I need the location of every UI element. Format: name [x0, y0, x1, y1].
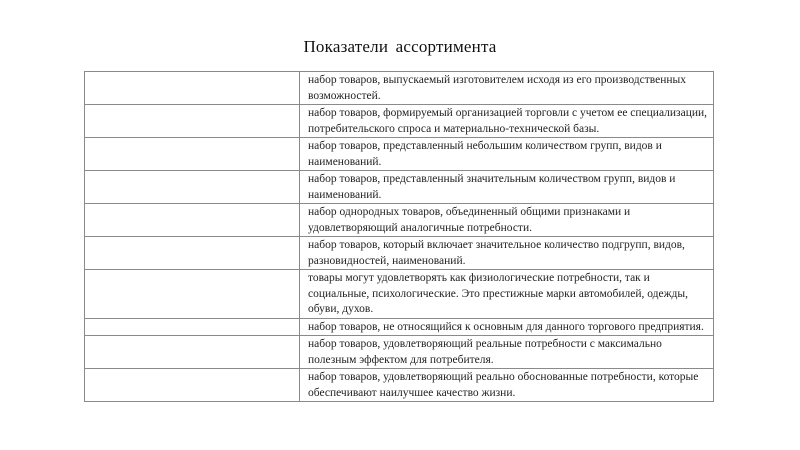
definition-cell: набор товаров, удовлетворяющий реально обоснованные потребности, которые обеспечивают наилучшее качество жизни.	[300, 369, 714, 402]
definition-cell: набор товаров, не относящийся к основным для данного торгового предприятия.	[300, 318, 714, 336]
definition-cell: товары могут удовлетворять как физиологические потребности, так и социальные, психологические. Это престижные марки автомобилей, одежды, обуви, духов.	[300, 270, 714, 319]
term-cell	[85, 72, 300, 105]
definition-cell: набор товаров, выпускаемый изготовителем исходя из его производственных возможностей.	[300, 72, 714, 105]
term-cell	[85, 318, 300, 336]
table-row	[85, 171, 714, 204]
term-cell	[85, 336, 300, 369]
table-row	[85, 72, 714, 105]
page-title: Показатели ассортимента	[303, 37, 497, 56]
table-row	[85, 369, 714, 402]
term-cell	[85, 171, 300, 204]
definition-cell: набор товаров, который включает значительное количество подгрупп, видов, разновидностей, наименований.	[300, 237, 714, 270]
assortment-indicators-table	[84, 71, 714, 402]
term-cell	[85, 369, 300, 402]
table-row	[85, 138, 714, 171]
definition-cell: набор однородных товаров, объединенный общими признаками и удовлетворяющий аналогичные потребности.	[300, 204, 714, 237]
term-cell	[85, 270, 300, 319]
definition-cell: набор товаров, формируемый организацией торговли с учетом ее специализации, потребительского спроса и материально-технической базы.	[300, 105, 714, 138]
definition-cell: набор товаров, представленный небольшим количеством групп, видов и наименований.	[300, 138, 714, 171]
term-cell	[85, 204, 300, 237]
table-row	[85, 204, 714, 237]
table-row	[85, 237, 714, 270]
term-cell	[85, 138, 300, 171]
term-cell	[85, 237, 300, 270]
definition-cell: набор товаров, представленный значительным количеством групп, видов и наименований.	[300, 171, 714, 204]
definition-cell: набор товаров, удовлетворяющий реальные потребности с максимально полезным эффектом для потребителя.	[300, 336, 714, 369]
table-row	[85, 336, 714, 369]
term-cell	[85, 105, 300, 138]
table-row	[85, 270, 714, 319]
table-row	[85, 105, 714, 138]
table-row	[85, 318, 714, 336]
